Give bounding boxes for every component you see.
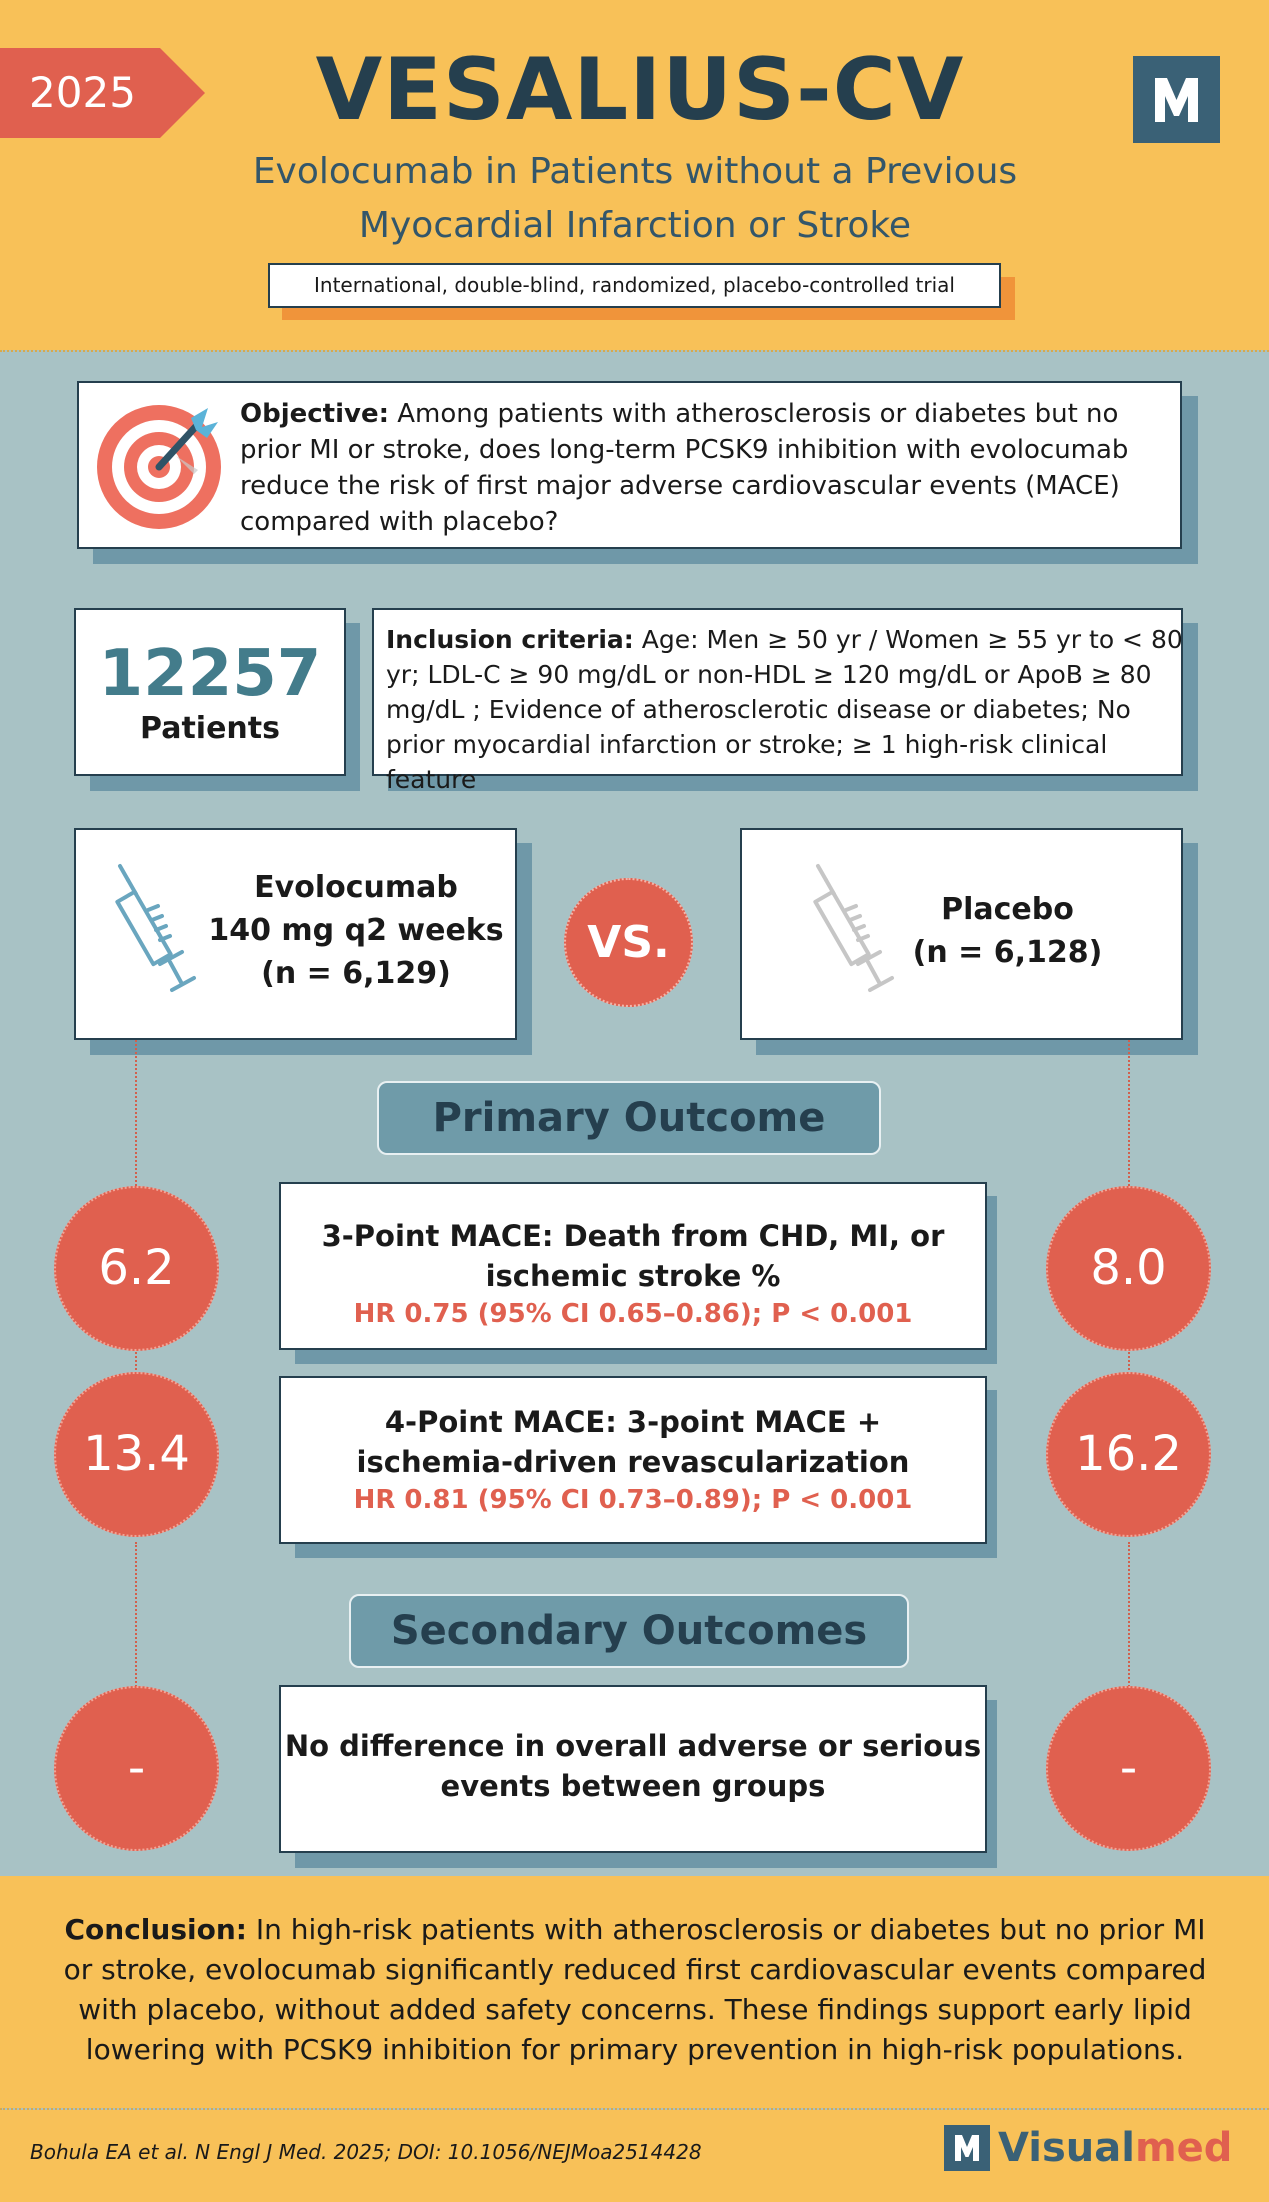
brand-name [998, 2122, 1232, 2174]
target-icon [96, 400, 226, 530]
inclusion-body: Age: Men ≥ 50 yr / Women ≥ 55 yr to < 80 yr; LDL-C ≥ 90 mg/dL or non-HDL ≥ 120 mg/dL or ApoB ≥ 80 mg/dL ; Evidence of atherosclerotic disease or diabetes; No prior myocardial infarction or stroke; ≥ 1 high-risk clinical feature [386, 625, 1183, 794]
placebo-arm-text [900, 888, 1115, 974]
page-title: VESALIUS-CV [315, 40, 965, 140]
outcome-1-title-line-2: ischemic stroke % [485, 1259, 781, 1293]
treatment-arm-text [206, 866, 506, 995]
placebo-n: (n = 6,128) [912, 935, 1103, 970]
patients-label: Patients [140, 711, 280, 746]
right-connector-2 [1128, 1348, 1130, 1370]
outcome-1-evolocumab-value: 6.2 [54, 1186, 219, 1351]
year-label: 2025 [29, 68, 136, 117]
outcome-1-placebo-value: 8.0 [1046, 1186, 1211, 1351]
inclusion-text [386, 622, 1186, 797]
outcome-1-text [281, 1216, 985, 1332]
outcome-2-title-line-1: 4-Point MACE: 3-point MACE + [384, 1405, 882, 1439]
treatment-n: (n = 6,129) [261, 956, 451, 991]
subtitle-line-1: Evolocumab in Patients without a Previous [252, 151, 1018, 192]
treatment-name: Evolocumab [254, 870, 458, 905]
placebo-name: Placebo [941, 892, 1074, 927]
logo [1133, 56, 1220, 143]
conclusion-body: In high-risk patients with atherosclerosis or diabetes but no prior MI or stroke, evolocumab significantly reduced first cardiovascular events compared with placebo, without added safety concerns. These findings support early lipid lowering with PCSK9 inhibition for primary prevention in high-risk populations. [63, 1913, 1207, 2066]
left-connector-3 [135, 1542, 137, 1690]
syringe-icon [112, 862, 202, 1002]
citation: Bohula EA et al. N Engl J Med. 2025; DOI: 10.1056/NEJMoa2514428 [30, 2140, 702, 2164]
page-subtitle [180, 145, 1090, 253]
brand-name-part-1: Visual [998, 2125, 1135, 2171]
secondary-text-line-2: events between groups [440, 1769, 826, 1803]
outcome-2-hazard-ratio: HR 0.81 (95% CI 0.73–0.89); P < 0.001 [353, 1485, 913, 1515]
year-tag [0, 48, 205, 138]
header-divider [0, 350, 1269, 352]
inclusion-label: Inclusion criteria: [386, 625, 634, 654]
objective-text [240, 396, 1175, 540]
outcome-2-text [281, 1402, 985, 1518]
secondary-text [281, 1726, 985, 1806]
study-design-text: International, double-blind, randomized, placebo-controlled trial [268, 263, 1001, 308]
study-design-badge [268, 263, 1001, 320]
outcome-2-placebo-value: 16.2 [1046, 1372, 1211, 1537]
primary-outcome-heading: Primary Outcome [377, 1081, 881, 1155]
conclusion-text [50, 1910, 1220, 2070]
syringe-icon [810, 862, 900, 1002]
right-connector-1 [1128, 1040, 1130, 1190]
left-connector-2 [135, 1348, 137, 1370]
secondary-text-line-1: No difference in overall adverse or serious [284, 1729, 982, 1763]
right-connector-3 [1128, 1542, 1130, 1690]
outcome-1-title-line-1: 3-Point MACE: Death from CHD, MI, or [321, 1219, 945, 1253]
logo-m-icon [1133, 56, 1220, 143]
outcome-2-title-line-2: ischemia-driven revascularization [356, 1445, 910, 1479]
vs-badge: VS. [564, 878, 693, 1007]
conclusion-label: Conclusion: [64, 1913, 247, 1946]
patients-count: 12257 [98, 637, 322, 711]
objective-label: Objective: [240, 399, 389, 429]
secondary-evolocumab-value: - [54, 1686, 219, 1851]
treatment-dose: 140 mg q2 weeks [208, 913, 504, 948]
subtitle-line-2: Myocardial Infarction or Stroke [358, 205, 912, 246]
secondary-placebo-value: - [1046, 1686, 1211, 1851]
left-connector-1 [135, 1040, 137, 1190]
brand-logo-icon [944, 2125, 990, 2171]
objective-body: Among patients with atherosclerosis or diabetes but no prior MI or stroke, does long-term PCSK9 inhibition with evolocumab reduce the risk of first major adverse cardiovascular events (MACE) compared with placebo? [240, 399, 1129, 537]
secondary-outcomes-heading: Secondary Outcomes [349, 1594, 909, 1668]
brand-name-part-2: med [1134, 2125, 1233, 2171]
outcome-1-hazard-ratio: HR 0.75 (95% CI 0.65–0.86); P < 0.001 [353, 1299, 913, 1329]
outcome-2-evolocumab-value: 13.4 [54, 1372, 219, 1537]
